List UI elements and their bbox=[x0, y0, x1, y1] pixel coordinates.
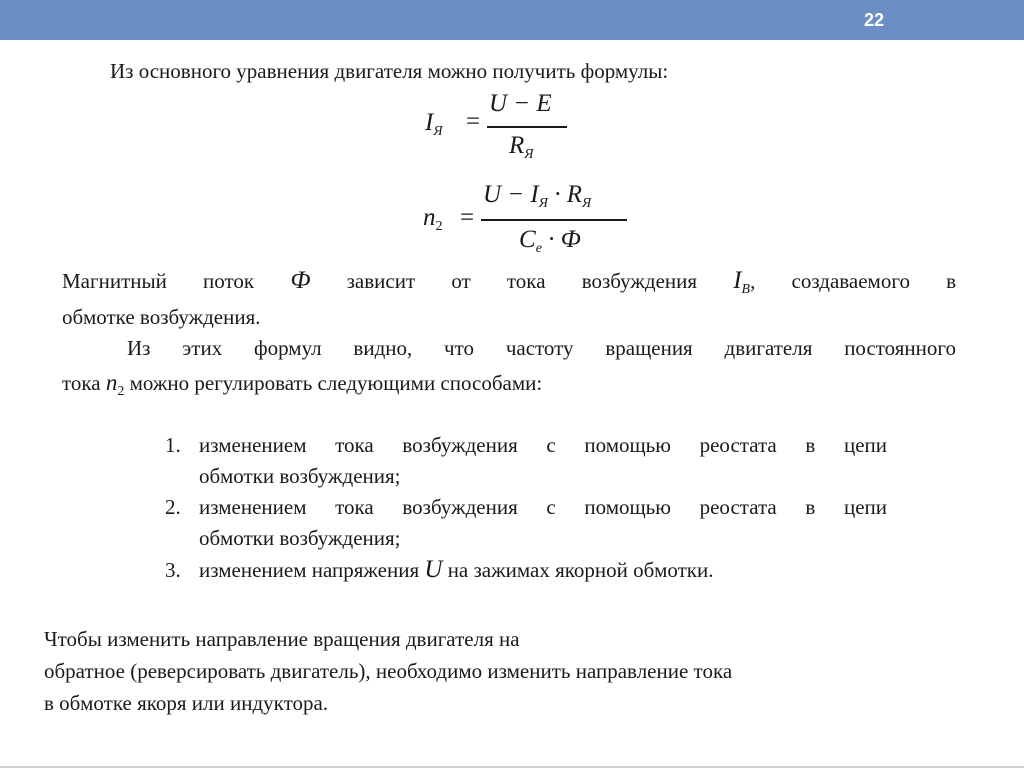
final-line3: в обмотке якоря или индуктора. bbox=[44, 691, 329, 715]
final-line2: обратное (реверсировать двигатель), необходимо изменить направление тока bbox=[44, 659, 733, 683]
paragraph-methods-line2: тока $n_2$ можно регулировать следующими способами: bbox=[62, 370, 543, 399]
formula1-numerator: U − E bbox=[489, 90, 552, 117]
list-item-number: 2. bbox=[165, 495, 181, 519]
formula1-lhs: $I_Я$ bbox=[425, 109, 443, 139]
paragraph-methods-line1: Из этих формул видно, что частоту вращения двигателя постоянного bbox=[127, 336, 956, 360]
paragraph-flux-line2: обмотке возбуждения. bbox=[62, 305, 261, 329]
list-item-3: изменением напряжения U на зажимах якорной обмотки. bbox=[199, 556, 714, 583]
list-item-2-line2: обмотки возбуждения; bbox=[199, 526, 401, 550]
list-item-number: 3. bbox=[165, 558, 181, 582]
slide-number: 22 bbox=[863, 10, 884, 30]
formula2-fraction-line bbox=[481, 219, 627, 221]
intro-text: Из основного уравнения двигателя можно получить формулы: bbox=[110, 59, 669, 83]
formula2-equals: = bbox=[460, 204, 475, 231]
formula2-lhs: $n_2$ bbox=[423, 204, 443, 234]
formula2-denominator: $C_e \cdot Ф$ bbox=[519, 226, 581, 256]
final-line1: Чтобы изменить направление вращения двигателя на bbox=[44, 627, 520, 651]
list-item-1-line2: обмотки возбуждения; bbox=[199, 464, 401, 488]
list-item-1-line1: изменением тока возбуждения с помощью реостата в цепи bbox=[199, 433, 887, 457]
header-bar bbox=[0, 0, 1024, 40]
formula1-equals: = bbox=[466, 108, 481, 135]
formula1-fraction-line bbox=[487, 126, 567, 128]
list-item-2-line1: изменением тока возбуждения с помощью реостата в цепи bbox=[199, 495, 887, 519]
formula2-numerator: $U - I_Я \cdot R_Я$ bbox=[483, 181, 592, 211]
formula1-denominator: $R_Я$ bbox=[509, 132, 534, 162]
list-item-number: 1. bbox=[165, 433, 181, 457]
paragraph-flux-line1: Магнитный поток Ф зависит от тока возбуждения $I_B$, создаваемого в bbox=[62, 267, 957, 297]
